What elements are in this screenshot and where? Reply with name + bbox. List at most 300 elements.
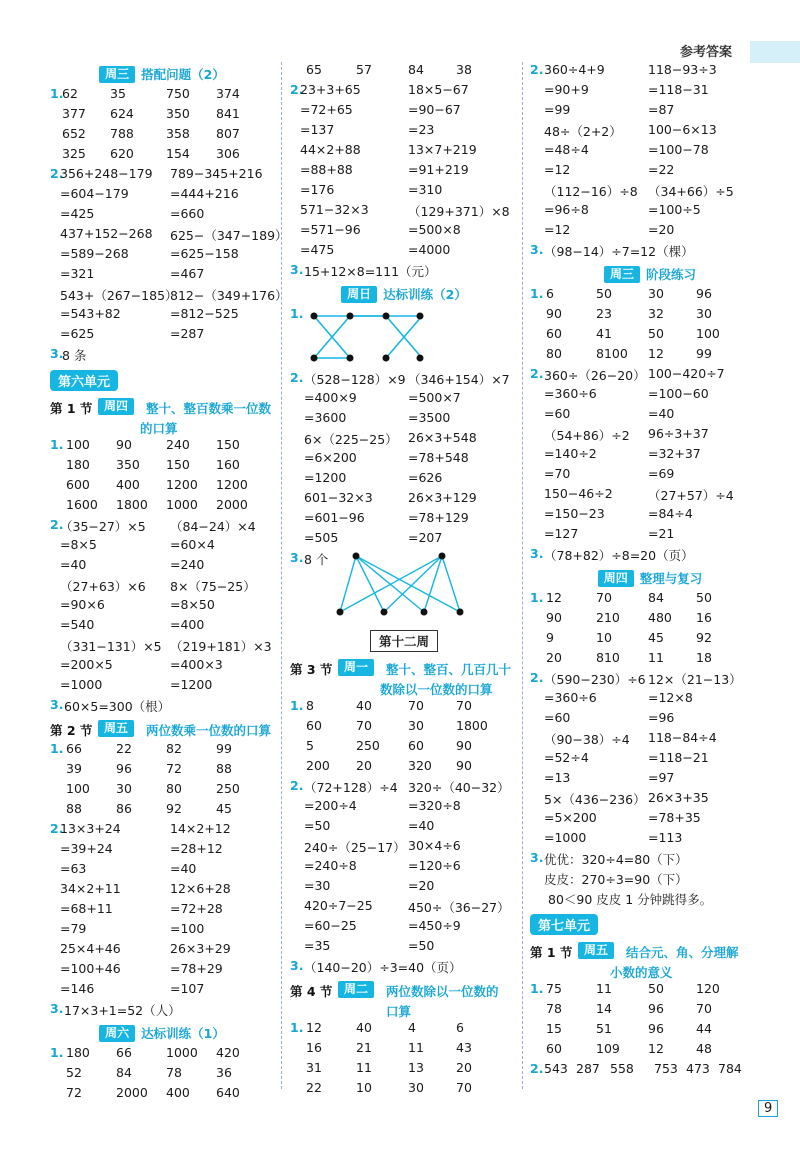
answer-cell: 30: [116, 781, 132, 796]
answer-cell: 86: [116, 801, 132, 816]
answer-cell: （528−128）×9: [304, 372, 406, 387]
answer-row: [290, 1080, 518, 1100]
header-title: 参考答案: [680, 45, 733, 60]
answer-cell: 16: [696, 610, 712, 625]
answer-cell: 1200: [166, 477, 198, 492]
answer-cell: 620: [110, 146, 134, 161]
answer-row: [290, 798, 518, 818]
answer-row: [530, 981, 770, 1001]
answer-row: [530, 202, 770, 222]
answer-cell: 45: [216, 801, 232, 816]
header-bar: [750, 41, 800, 63]
answer-cell: 13×7+219: [408, 142, 477, 157]
answer-cell: 96: [648, 1021, 664, 1036]
answer-cell: =8×50: [170, 597, 215, 612]
column-1: [50, 62, 288, 1105]
answer-cell: =100+46: [60, 961, 121, 976]
week-badge: 周四: [98, 398, 134, 415]
answer-cell: =360÷6: [544, 386, 597, 401]
answer-cell: 30: [408, 718, 424, 733]
question-number: 1.: [530, 590, 544, 605]
answer-cell: 30×4÷6: [408, 838, 461, 853]
answer-cell: =20: [648, 222, 675, 237]
question-number: 1.: [50, 741, 64, 756]
answer-cell: 20: [356, 758, 372, 773]
answer-cell: 72: [66, 1085, 82, 1100]
answer-cell: 10: [596, 630, 612, 645]
answer-cell: 99: [216, 741, 232, 756]
answer-cell: 100−6×13: [648, 122, 717, 137]
answer-cell: =360÷6: [544, 690, 597, 705]
answer-cell: 23: [596, 306, 612, 321]
answer-cell: 70: [356, 718, 372, 733]
answer-cell: =1200: [170, 677, 213, 692]
answer-cell: =626: [408, 470, 443, 485]
section-header: 第 1 节 周五 结合元、角、分理解 小数的意义: [530, 943, 739, 980]
answer-row: [50, 86, 274, 106]
answer-cell: =100−60: [648, 386, 709, 401]
answer-row: [530, 346, 770, 366]
answer-cell: （35−27）×5: [60, 519, 146, 534]
question-number: 1.: [50, 1045, 64, 1060]
answer-cell: 75: [546, 981, 562, 996]
answer-cell: 160: [216, 457, 240, 472]
answer-cell: =5×200: [544, 810, 597, 825]
answer-cell: 14×2+12: [170, 821, 231, 836]
answer-cell: 6: [456, 1020, 464, 1035]
answer-cell: 44×2+88: [300, 142, 361, 157]
answer-cell: 180: [66, 457, 90, 472]
answer-cell: =589−268: [60, 246, 129, 261]
answer-cell: 841: [216, 106, 240, 121]
answer-cell: 154: [166, 146, 190, 161]
answer-row: [530, 306, 770, 326]
answer-row: [50, 841, 274, 861]
answer-cell: 543+（267−185）: [60, 288, 178, 303]
answer-cell: =90×6: [60, 597, 105, 612]
answer-cell: 100: [66, 781, 90, 796]
answer-row: [530, 1021, 770, 1041]
answer-row: [290, 470, 518, 490]
answer-cell: =78+129: [408, 510, 469, 525]
answer-cell: =100: [170, 921, 205, 936]
answer-row: [290, 182, 518, 202]
answer-cell: =1000: [60, 677, 103, 692]
answer-row: [290, 778, 518, 798]
answer-grid: [50, 437, 274, 517]
answer-cell: 12: [648, 346, 664, 361]
answer-cell: 118−84÷4: [648, 730, 717, 745]
answer-row: [50, 517, 274, 537]
answer-grid: [290, 82, 518, 262]
answer-cell: =90−67: [408, 102, 461, 117]
answer-row: [530, 486, 770, 506]
answer-cell: =60: [544, 710, 571, 725]
week-badge: 周一: [338, 659, 374, 676]
answer-cell: =207: [408, 530, 443, 545]
week-badge: 周五: [98, 720, 134, 737]
answer-cell: =96÷8: [544, 202, 589, 217]
answer-row: [530, 690, 770, 710]
answer-row: [50, 537, 274, 557]
answer-row: [530, 62, 770, 82]
answer-cell: =400×9: [304, 390, 357, 405]
answer-cell: 70: [456, 698, 472, 713]
answer-cell: 753: [654, 1061, 678, 1076]
week-badge: 周日: [341, 286, 377, 303]
answer-cell: 44: [696, 1021, 712, 1036]
answer-row: [530, 526, 770, 546]
answer-cell: 88: [66, 801, 82, 816]
answer-cell: =176: [300, 182, 335, 197]
answer-cell: =150−23: [544, 506, 605, 521]
answer-row: [50, 1065, 274, 1085]
answer-cell: （129+371）×8: [408, 204, 510, 219]
matching-diagram-1: 1.: [290, 306, 518, 370]
matching-diagram-2: 3. 8 个: [290, 550, 518, 626]
answer-cell: 52: [66, 1065, 82, 1080]
answer-cell: 50: [648, 326, 664, 341]
answer-cell: =450÷9: [408, 918, 461, 933]
answer-row: [530, 326, 770, 346]
answer-cell: 6: [546, 286, 554, 301]
section-header: 第 4 节 周二 两位数除以一位数的 口算: [290, 982, 499, 1019]
answer-row: [50, 226, 288, 246]
answer-row: [290, 838, 518, 858]
answer-cell: 90: [116, 437, 132, 452]
answer-row: [50, 166, 274, 186]
answer-cell: 8×（75−25）: [170, 579, 256, 594]
week-caption: [50, 62, 274, 86]
answer-cell: （346+154）×7: [408, 372, 510, 387]
answer-cell: 100: [66, 437, 90, 452]
answer-row: [290, 242, 518, 262]
answer-cell: =100−78: [648, 142, 709, 157]
question-number: 2.: [530, 62, 544, 77]
answer-cell: 480: [648, 610, 672, 625]
answer-cell: =601−96: [304, 510, 365, 525]
answer-cell: =571−96: [300, 222, 361, 237]
answer-row: [50, 106, 274, 126]
answer-cell: 12: [306, 1020, 322, 1035]
week-badge: 周三: [99, 66, 135, 83]
answer-cell: 12: [648, 1041, 664, 1056]
answer-row: [530, 770, 770, 790]
answer-row: [50, 437, 274, 457]
answer-row: [530, 162, 770, 182]
answer-cell: 25×4+46: [60, 941, 121, 956]
answer-grid: [50, 821, 274, 1001]
answer-row: [290, 510, 518, 530]
column-divider: [281, 62, 282, 1089]
answer-cell: 57: [356, 62, 372, 77]
answer-row: [530, 222, 770, 242]
answer-row: [50, 961, 274, 981]
answer-cell: 51: [596, 1021, 612, 1036]
answer-row: [290, 818, 518, 838]
answer-grid: [50, 741, 274, 821]
answer-row: [290, 878, 518, 898]
answer-cell: =96: [648, 710, 675, 725]
answer-cell: =60×4: [170, 537, 215, 552]
answer-row: [50, 881, 274, 901]
answer-cell: 26×3+129: [408, 490, 477, 505]
question-number: 1.: [530, 286, 544, 301]
answer-row: [50, 577, 274, 597]
answer-grid: [50, 166, 288, 346]
answer-row: [530, 286, 770, 306]
question-number: 2.: [290, 82, 304, 97]
answer-cell: 30: [408, 1080, 424, 1095]
answer-cell: =113: [648, 830, 683, 845]
answer-cell: 150: [166, 457, 190, 472]
answer-row: [530, 1041, 770, 1061]
answer-cell: 287: [576, 1061, 600, 1076]
answer-cell: （27+57）÷4: [648, 488, 734, 503]
answer-grid: [530, 981, 770, 1061]
week-caption: [530, 262, 770, 286]
answer-row: 3. （98−14）÷7=12（棵）: [530, 242, 694, 259]
answer-row: [290, 858, 518, 878]
question-number: 2.: [530, 1061, 544, 1076]
answer-cell: 13: [408, 1060, 424, 1075]
answer-cell: =12: [544, 222, 571, 237]
answer-row: [50, 981, 274, 1001]
question-number: 1.: [530, 981, 544, 996]
answer-cell: （54+86）÷2: [544, 428, 630, 443]
answer-cell: =321: [60, 266, 95, 281]
answer-cell: =137: [300, 122, 335, 137]
answer-cell: 66: [116, 1045, 132, 1060]
answer-row: [50, 821, 274, 841]
answer-cell: 400: [166, 1085, 190, 1100]
answer-row: [50, 781, 274, 801]
answer-row: [290, 1020, 518, 1040]
answer-grid: [290, 778, 518, 958]
answer-row: [50, 637, 274, 657]
answer-cell: 120: [696, 981, 720, 996]
answer-cell: 601−32×3: [304, 490, 373, 505]
answer-cell: =39+24: [60, 841, 113, 856]
week-badge: 周二: [338, 981, 374, 998]
answer-cell: 240: [166, 437, 190, 452]
answer-cell: 12×（21−13）: [648, 672, 742, 687]
answer-row: [290, 142, 518, 162]
answer-row: [50, 941, 274, 961]
answer-cell: 624: [110, 106, 134, 121]
answer-cell: 374: [216, 86, 240, 101]
answer-row: [530, 810, 770, 830]
answer-row: [530, 590, 770, 610]
answer-cell: 1200: [216, 477, 248, 492]
answer-row: [50, 326, 274, 346]
answer-cell: 13×3+24: [60, 821, 121, 836]
answer-cell: =88+88: [300, 162, 353, 177]
answer-cell: =812−525: [170, 306, 239, 321]
question-number: 2.: [530, 670, 544, 685]
answer-cell: 26×3+548: [408, 430, 477, 445]
answer-cell: 150: [216, 437, 240, 452]
answer-grid: [50, 1045, 274, 1105]
question-number: 1.: [290, 1020, 304, 1035]
answer-row: [290, 122, 518, 142]
answer-grid: [50, 517, 274, 697]
answer-cell: 377: [62, 106, 86, 121]
answer-cell: =287: [170, 326, 205, 341]
answer-cell: 32: [648, 306, 664, 321]
answer-cell: 10: [356, 1080, 372, 1095]
week-badge: 周四: [598, 570, 634, 587]
answer-cell: 12×6+28: [170, 881, 231, 896]
unit-badge: 第七单元: [530, 914, 598, 935]
unit-badge: 第六单元: [50, 370, 118, 391]
answer-cell: 18×5−67: [408, 82, 469, 97]
answer-row: [50, 597, 274, 617]
answer-cell: 8: [306, 698, 314, 713]
answer-cell: =40: [60, 557, 87, 572]
answer-cell: 1800: [116, 497, 148, 512]
answer-cell: =21: [648, 526, 675, 541]
answer-cell: =310: [408, 182, 443, 197]
answer-cell: 70: [596, 590, 612, 605]
answer-row: [50, 1045, 274, 1065]
answer-row: [50, 286, 288, 306]
answer-cell: =50: [304, 818, 331, 833]
answer-grid: [290, 698, 518, 778]
answer-cell: 358: [166, 126, 190, 141]
answer-cell: 18: [696, 650, 712, 665]
answer-cell: 62: [62, 86, 78, 101]
answer-row: 3. 8 条: [50, 346, 87, 363]
answer-cell: =3500: [408, 410, 451, 425]
answer-cell: =48÷4: [544, 142, 589, 157]
answer-cell: 70: [696, 1001, 712, 1016]
answer-cell: 812−（349+176）: [170, 288, 288, 303]
week-caption: [290, 282, 518, 306]
matching-lines: [304, 308, 424, 368]
answer-cell: 807: [216, 126, 240, 141]
answer-row: 3. （78+82）÷8=20（页）: [530, 546, 694, 563]
answer-cell: 625−（347−189）: [170, 228, 288, 243]
question-number: 1.: [50, 86, 64, 101]
answer-cell: =91+219: [408, 162, 469, 177]
answer-cell: 80: [546, 346, 562, 361]
answer-cell: =625−158: [170, 246, 239, 261]
answer-cell: =660: [170, 206, 205, 221]
answer-cell: （112−16）÷8: [544, 184, 638, 199]
answer-cell: =87: [648, 102, 675, 117]
answer-cell: =200÷4: [304, 798, 357, 813]
answer-cell: =20: [408, 878, 435, 893]
answer-row: [530, 830, 770, 850]
answer-cell: 31: [306, 1060, 322, 1075]
answer-cell: =400×3: [170, 657, 223, 672]
answer-cell: =1200: [304, 470, 347, 485]
answer-cell: 11: [356, 1060, 372, 1075]
answer-cell: =500×8: [408, 222, 461, 237]
answer-cell: 96÷3+37: [648, 426, 709, 441]
answer-cell: 420: [216, 1045, 240, 1060]
answer-cell: =32+37: [648, 446, 701, 461]
answer-cell: =444+216: [170, 186, 239, 201]
answer-cell: =40: [408, 818, 435, 833]
answer-row: [530, 102, 770, 122]
answer-row: [50, 741, 274, 761]
answer-cell: 210: [596, 610, 620, 625]
answer-cell: 88: [216, 761, 232, 776]
column-3: [530, 62, 770, 1081]
answer-cell: 1800: [456, 718, 488, 733]
answer-cell: 26×3+35: [648, 790, 709, 805]
answer-row: [530, 710, 770, 730]
answer-cell: （90−38）÷4: [544, 732, 630, 747]
answer-cell: =3600: [304, 410, 347, 425]
answer-cell: 50: [648, 981, 664, 996]
caption-title: 达标训练（1）: [141, 1026, 225, 1041]
answer-cell: =320÷8: [408, 798, 461, 813]
answer-cell: =120÷6: [408, 858, 461, 873]
answer-cell: =28+12: [170, 841, 223, 856]
answer-cell: 82: [166, 741, 182, 756]
answer-row: [290, 718, 518, 738]
answer-cell: 70: [408, 698, 424, 713]
answer-cell: 20: [546, 650, 562, 665]
answer-row: [530, 142, 770, 162]
answer-cell: （219+181）×3: [170, 639, 272, 654]
answer-cell: =146: [60, 981, 95, 996]
answer-cell: （590−230）÷6: [544, 672, 646, 687]
answer-row: [290, 898, 518, 918]
answer-cell: 571−32×3: [300, 202, 369, 217]
answer-row: [50, 206, 274, 226]
answer-cell: =30: [304, 878, 331, 893]
answer-cell: 30: [648, 286, 664, 301]
answer-cell: 43: [456, 1040, 472, 1055]
answer-cell: 1000: [166, 497, 198, 512]
answer-row: 3. 优优：320÷4=80（下）: [530, 850, 688, 867]
answer-cell: 90: [456, 738, 472, 753]
answer-cell: =72+28: [170, 901, 223, 916]
answer-cell: 39: [66, 761, 82, 776]
answer-row: [530, 1001, 770, 1021]
answer-row: [50, 126, 274, 146]
answer-cell: =22: [648, 162, 675, 177]
answer-cell: 788: [110, 126, 134, 141]
answer-cell: =12×8: [648, 690, 693, 705]
answer-row: [530, 182, 770, 202]
answer-row: [50, 861, 274, 881]
answer-cell: 60: [408, 738, 424, 753]
answer-cell: 26×3+29: [170, 941, 231, 956]
answer-row: [50, 477, 274, 497]
answer-cell: 420÷7−25: [304, 898, 373, 913]
answer-cell: =1000: [544, 830, 587, 845]
answer-cell: 14: [596, 1001, 612, 1016]
answer-cell: 11: [648, 650, 664, 665]
answer-cell: =90+9: [544, 82, 589, 97]
caption-title: 整理与复习: [639, 571, 703, 586]
answer-grid: [290, 370, 518, 550]
answer-cell: 437+152−268: [60, 226, 153, 241]
answer-cell: 356+248−179: [60, 166, 153, 181]
answer-cell: 92: [696, 630, 712, 645]
answer-cell: =52÷4: [544, 750, 589, 765]
answer-cell: =70: [544, 466, 571, 481]
answer-row: [530, 122, 770, 142]
answer-row: 3. （140−20）÷3=40（页）: [290, 958, 462, 975]
answer-cell: 84: [648, 590, 664, 605]
answer-cell: 150−46÷2: [544, 486, 613, 501]
